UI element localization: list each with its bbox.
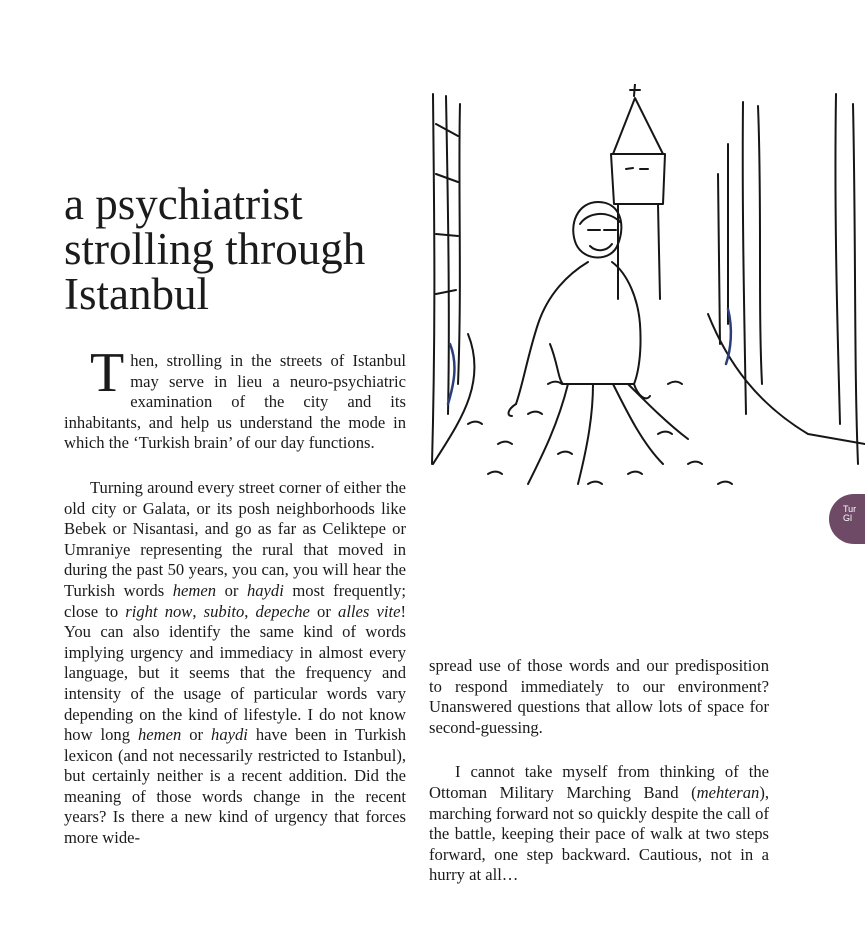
section-tab[interactable] bbox=[829, 494, 865, 544]
body-paragraph: Turning around every street corner of either the old city or Galata, or its posh neighborhoods like Bebek or Nisantasi, and go as far as Celiktepe or Umraniye representing the rural that moved in during the past 50 years, you can, you will hear the Turkish words hemen or haydi most frequently; close to right now, subito, depeche or alles vite! You can also identify the same kind of words implying urgency and immediacy in almost every language, but it seems that the frequency and intensity of the usage of particular words vary depending on the kind of lifestyle. I do not know how long hemen or haydi have been in Turkish lexicon (and not necessarily restricted to Istanbul), but certainly neither is a recent addition. Did the meaning of those words change in the recent years? Is there a new kind of urgency that forces more wide- bbox=[64, 477, 407, 848]
italic-term: haydi bbox=[246, 580, 284, 600]
title-line: strolling through bbox=[64, 224, 366, 275]
section-tab-line: Gl bbox=[843, 513, 852, 523]
title-line: a psychiatrist bbox=[64, 179, 303, 230]
left-column bbox=[64, 342, 407, 849]
right-column bbox=[429, 656, 769, 886]
drop-cap: T bbox=[90, 342, 125, 404]
body-paragraph: I cannot take myself from thinking of the Ottoman Military Marching Band (mehteran), marching forward not so quickly despite the call of the battle, keeping their pace of walk at two steps forward, one step backward. Cautious, not in a hurry at all… bbox=[429, 762, 769, 885]
italic-term: depeche bbox=[255, 601, 310, 621]
section-tab-line: Tur bbox=[843, 504, 857, 514]
italic-term: hemen bbox=[172, 580, 217, 600]
italic-term: alles vite bbox=[338, 601, 401, 621]
intro-text: hen, strolling in the streets of Istanbul may serve in lieu a neuro-psychiatric examination of the city and its inhabitants, and help us understand the mode in which the ‘Turkish brain’ of our day functions. bbox=[64, 351, 406, 453]
italic-term: haydi bbox=[211, 725, 248, 745]
italic-term: hemen bbox=[137, 725, 182, 745]
italic-term: mehteran bbox=[696, 782, 760, 802]
body-paragraph: spread use of those words and our predisposition to respond immediately to our environment? Unanswered questions that allow lots of space for second-guessing. bbox=[429, 656, 769, 737]
intro-paragraph bbox=[64, 342, 406, 454]
italic-term: right now bbox=[125, 601, 193, 621]
title-line: Istanbul bbox=[64, 269, 209, 320]
article-title bbox=[64, 179, 424, 320]
illustration-man-walking-street bbox=[428, 84, 865, 504]
italic-term: subito bbox=[203, 601, 245, 621]
